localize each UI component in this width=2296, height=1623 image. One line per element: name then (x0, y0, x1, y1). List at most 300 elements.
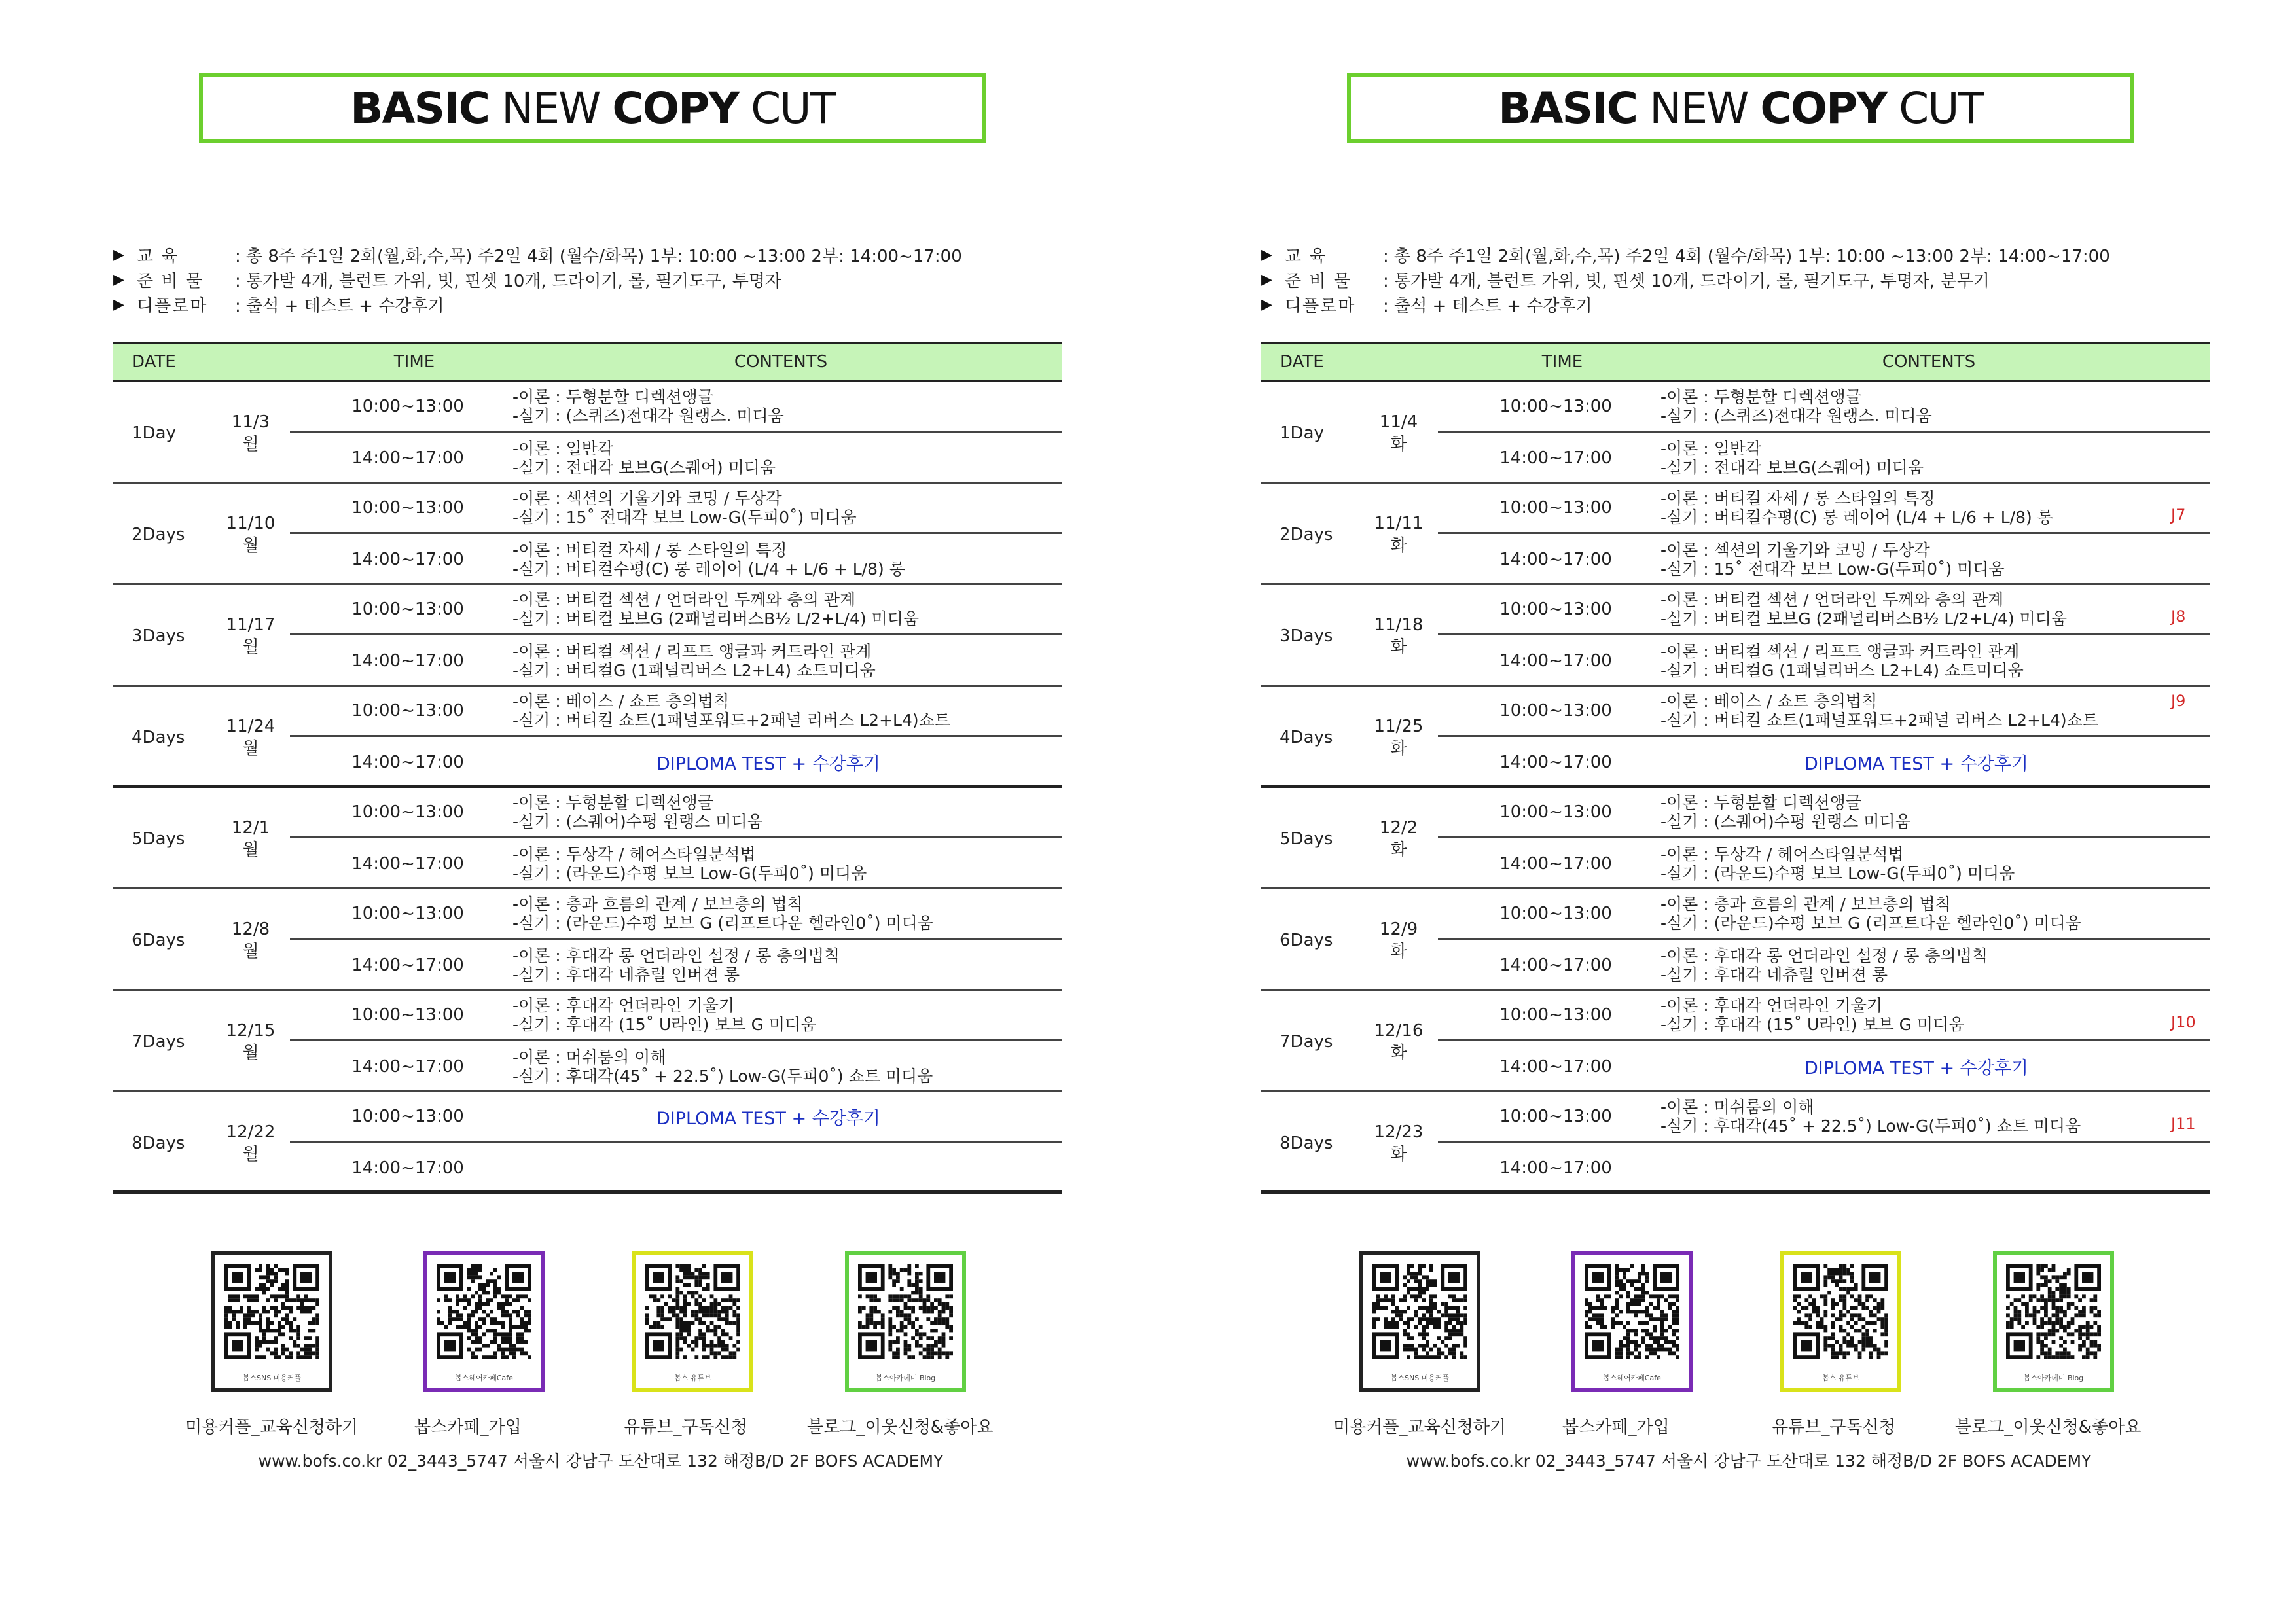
contents-line: -이론 : 베이스 / 쇼트 층의법칙 (512, 692, 730, 711)
qr-link-label[interactable]: 블로그_이웃신청&좋아요 (1955, 1418, 2142, 1437)
day-date (218, 1092, 283, 1194)
qr-caption: 봅스헤어카페Cafe (1603, 1374, 1661, 1382)
day-date (218, 991, 283, 1092)
date-value: 11/25 (1374, 716, 1424, 736)
qr-code-row (113, 1243, 1062, 1400)
title-box (199, 73, 986, 143)
slot-time: 14:00~17:00 (1499, 448, 1612, 468)
slot-time: 14:00~17:00 (1499, 1158, 1612, 1178)
qr-link-labels (1261, 1414, 2210, 1440)
class-code: J10 (2171, 1013, 2196, 1031)
date-value: 11/10 (226, 513, 276, 533)
weekday: 화 (1390, 941, 1407, 961)
contents-line: -이론 : 후대각 언더라인 기울기 (1660, 996, 1883, 1015)
info-label: 교 육 (137, 246, 179, 266)
title-word: CUT (751, 83, 835, 134)
date-value: 12/22 (226, 1122, 276, 1142)
weekday: 화 (1390, 535, 1407, 556)
slot-contents (1647, 692, 2210, 730)
slot-time: 10:00~13:00 (351, 1005, 464, 1025)
weekday: 화 (1390, 738, 1407, 758)
contents-line: -실기 : (스퀴즈)전대각 원랭스. 미디움 (1660, 406, 1932, 425)
contents-line: -실기 : 버티컬G (1패널리버스 L2+L4) 쇼트미디움 (1660, 660, 2024, 680)
slot-time: 10:00~13:00 (1499, 599, 1612, 619)
diploma-note: DIPLOMA TEST + 수강후기 (656, 754, 881, 774)
slot-contents (499, 845, 1062, 883)
bullet-arrow-icon: ▶ (113, 246, 124, 263)
contents-line: -이론 : 버티컬 섹션 / 언더라인 두께와 층의 관계 (1660, 590, 2004, 609)
day-label: 6Days (132, 930, 185, 950)
diploma-note: DIPLOMA TEST + 수강후기 (656, 1108, 881, 1129)
slot-time: 10:00~13:00 (351, 904, 464, 923)
info-value: : 총 8주 주1일 2회(월,화,수,목) 주2일 4회 (월수/화목) 1부: 10:00 ~13:00 2부: 14:00~17:00 (1383, 246, 2110, 266)
day-label: 2Days (132, 524, 185, 544)
day-label: 5Days (1280, 829, 1333, 849)
day-label: 5Days (132, 829, 185, 849)
contents-line: -이론 : 버티컬 섹션 / 언더라인 두께와 층의 관계 (512, 590, 856, 609)
course-info (113, 242, 1062, 317)
slot-contents (1647, 387, 2210, 425)
column-header: TIME (393, 352, 435, 372)
table-header (113, 342, 1062, 382)
info-value: : 통가발 4개, 블런트 가위, 빗, 핀셋 10개, 드라이기, 롤, 필기도구, 투명자 (235, 271, 782, 291)
contents-line: -이론 : 두형분할 디렉션앵글 (512, 387, 713, 406)
weekday: 월 (242, 535, 259, 556)
slot-contents (1647, 895, 2210, 933)
title-word: NEW (1649, 83, 1748, 134)
table-row (1261, 889, 2210, 991)
day-label: 8Days (132, 1133, 185, 1153)
contents-line: -이론 : 머쉬룸의 이해 (1660, 1097, 1814, 1116)
day-date (218, 889, 283, 991)
info-row (1261, 267, 2210, 292)
time-slot (290, 889, 1062, 940)
sheet-content (113, 0, 1062, 1623)
qr-caption: 봅스 유튜브 (1822, 1374, 1859, 1382)
time-slot (1438, 534, 2210, 584)
weekday: 월 (242, 1144, 259, 1164)
time-slot (1438, 1041, 2210, 1092)
contents-line: -이론 : 일반각 (1660, 438, 1762, 458)
slot-contents (1647, 439, 2210, 477)
day-label: 4Days (132, 727, 185, 747)
time-slot (1438, 889, 2210, 940)
weekday: 월 (242, 434, 259, 454)
slot-contents (1647, 996, 2210, 1034)
day-date (1366, 889, 1431, 991)
contents-line: -이론 : 두형분할 디렉션앵글 (1660, 387, 1861, 406)
slot-contents (499, 946, 1062, 984)
time-slot (290, 484, 1062, 534)
day-label: 8Days (1280, 1133, 1333, 1153)
day-date (218, 382, 283, 484)
slot-time: 14:00~17:00 (351, 752, 464, 772)
contents-line: -실기 : (스퀘어)수평 원랭스 미디움 (1660, 812, 1911, 831)
contents-line: -실기 : (스퀴즈)전대각 원랭스. 미디움 (512, 406, 784, 425)
time-slot (1438, 991, 2210, 1041)
page-title (1498, 83, 1983, 134)
contents-line: -실기 : 후대각(45˚ + 22.5˚) Low-G(두피0˚) 쇼트 미디움 (512, 1066, 933, 1086)
date-value: 11/24 (226, 716, 276, 736)
table-row (1261, 687, 2210, 788)
qr-code-icon (858, 1264, 953, 1359)
info-value: : 출석 + 테스트 + 수강후기 (1383, 296, 1592, 316)
slot-contents (499, 692, 1062, 730)
sheet-content (1261, 0, 2210, 1623)
time-slot (1438, 737, 2210, 787)
footer-contact: www.bofs.co.kr 02_3443_5747 서울시 강남구 도산대로 132 해정B/D 2F BOFS ACADEMY (1406, 1452, 2092, 1471)
day-label: 7Days (132, 1031, 185, 1052)
time-slot (290, 433, 1062, 483)
table-row (113, 687, 1062, 788)
contents-line: -이론 : 두형분할 디렉션앵글 (1660, 793, 1861, 812)
contents-line: -실기 : 후대각 네츄럴 인버젼 롱 (512, 965, 740, 984)
slot-time: 10:00~13:00 (351, 498, 464, 518)
slot-time: 10:00~13:00 (1499, 701, 1612, 721)
class-code: J9 (2171, 692, 2186, 710)
time-slot (1438, 1143, 2210, 1193)
contents-line: -이론 : 버티컬 자세 / 롱 스타일의 특징 (512, 540, 787, 560)
class-code: J8 (2171, 607, 2186, 626)
contents-line: -실기 : 버티컬 보브G (2패널리버스B½ L/2+L/4) 미디움 (512, 609, 920, 628)
info-value: : 통가발 4개, 블런트 가위, 빗, 핀셋 10개, 드라이기, 롤, 필기도구, 투명자, 분무기 (1383, 271, 1990, 291)
time-slot (290, 1041, 1062, 1092)
qr-code[interactable] (1993, 1251, 2114, 1392)
time-slot (290, 1092, 1062, 1143)
class-code: J11 (2171, 1115, 2196, 1133)
title-word: CUT (1899, 83, 1983, 134)
date-value: 11/4 (1379, 412, 1418, 432)
contents-line: -이론 : 두상각 / 헤어스타일분석법 (1660, 844, 1904, 864)
class-code: J7 (2171, 506, 2186, 524)
weekday: 월 (242, 738, 259, 758)
qr-link-label[interactable]: 유튜브_구독신청 (624, 1418, 747, 1437)
right-sheet (1148, 0, 2296, 1623)
time-slot (290, 635, 1062, 686)
bullet-arrow-icon: ▶ (1261, 246, 1272, 263)
qr-link-label[interactable]: 미용커플_교육신청하기 (185, 1418, 359, 1437)
slot-contents (1647, 642, 2210, 680)
day-date (1366, 382, 1431, 484)
qr-code[interactable] (845, 1251, 966, 1392)
slot-contents (499, 439, 1062, 477)
date-value: 12/8 (231, 919, 270, 939)
day-date (1366, 1092, 1431, 1194)
info-label: 디플로마 (137, 296, 208, 316)
slot-time: 14:00~17:00 (1499, 955, 1612, 975)
qr-code-icon (1793, 1264, 1888, 1359)
slot-time: 10:00~13:00 (1499, 498, 1612, 518)
slot-contents (1647, 845, 2210, 883)
day-date (1366, 687, 1431, 788)
qr-caption: 봅스SNS 미용커플 (242, 1374, 302, 1382)
diploma-note: DIPLOMA TEST + 수강후기 (1804, 754, 2029, 774)
weekday: 화 (1390, 840, 1407, 860)
slot-time: 14:00~17:00 (351, 955, 464, 975)
contents-line: -실기 : 15˚ 전대각 보브 Low-G(두피0˚) 미디움 (1660, 559, 2005, 579)
table-row (113, 991, 1062, 1092)
qr-code-icon (1585, 1264, 1679, 1359)
contents-line: -실기 : 후대각(45˚ + 22.5˚) Low-G(두피0˚) 쇼트 미디움 (1660, 1116, 2081, 1135)
contents-line: -이론 : 버티컬 자세 / 롱 스타일의 특징 (1660, 489, 1935, 508)
qr-link-label[interactable]: 봅스카페_가입 (414, 1418, 522, 1437)
day-date (1366, 484, 1431, 585)
contents-line: -실기 : 후대각 네츄럴 인버젼 롱 (1660, 965, 1888, 984)
slot-contents (499, 642, 1062, 680)
time-slot (1438, 635, 2210, 686)
qr-code[interactable] (423, 1251, 545, 1392)
qr-code[interactable] (1571, 1251, 1693, 1392)
table-row (1261, 484, 2210, 585)
slot-time: 10:00~13:00 (1499, 1107, 1612, 1126)
contents-line: -이론 : 머쉬룸의 이해 (512, 1047, 666, 1067)
contents-line: -실기 : (라운드)수평 보브 Low-G(두피0˚) 미디움 (512, 863, 867, 883)
time-slot (1438, 940, 2210, 990)
table-row (113, 484, 1062, 585)
info-label: 교 육 (1285, 246, 1327, 266)
weekday: 화 (1390, 637, 1407, 657)
day-label: 1Day (132, 423, 176, 443)
slot-contents (1647, 793, 2210, 831)
date-value: 11/17 (226, 615, 276, 635)
contents-line: -이론 : 섹션의 기울기와 코밍 / 두상각 (1660, 540, 1930, 560)
info-row (113, 292, 1062, 317)
table-header (1261, 342, 2210, 382)
slot-time: 14:00~17:00 (351, 549, 464, 569)
qr-link-label[interactable]: 유튜브_구독신청 (1772, 1418, 1895, 1437)
time-slot (1438, 1092, 2210, 1143)
slot-time: 14:00~17:00 (1499, 651, 1612, 671)
table-row (1261, 788, 2210, 889)
slot-time: 10:00~13:00 (351, 802, 464, 822)
contents-line: -이론 : 후대각 언더라인 기울기 (512, 996, 735, 1015)
slot-time: 14:00~17:00 (351, 651, 464, 671)
slot-time: 14:00~17:00 (351, 1158, 464, 1178)
qr-code-icon (1372, 1264, 1467, 1359)
time-slot (290, 1143, 1062, 1193)
day-date (218, 788, 283, 889)
weekday: 월 (242, 1043, 259, 1063)
slot-contents (1647, 590, 2210, 628)
time-slot (1438, 433, 2210, 483)
slot-contents (499, 793, 1062, 831)
time-slot (290, 838, 1062, 889)
table-row (1261, 1092, 2210, 1194)
day-label: 3Days (1280, 626, 1333, 646)
column-header: DATE (132, 352, 176, 372)
date-value: 12/15 (226, 1020, 276, 1041)
info-row (1261, 242, 2210, 267)
qr-code[interactable] (1780, 1251, 1901, 1392)
title-word: COPY (612, 83, 739, 134)
course-info (1261, 242, 2210, 317)
info-row (113, 267, 1062, 292)
qr-link-label[interactable]: 봅스카페_가입 (1562, 1418, 1670, 1437)
qr-code[interactable] (632, 1251, 753, 1392)
weekday: 화 (1390, 1144, 1407, 1164)
qr-code-row (1261, 1243, 2210, 1400)
day-date (1366, 991, 1431, 1092)
table-row (113, 889, 1062, 991)
time-slot (1438, 382, 2210, 433)
slot-contents (499, 996, 1062, 1034)
date-value: 12/2 (1379, 817, 1418, 838)
time-slot (1438, 838, 2210, 889)
info-row (1261, 292, 2210, 317)
day-label: 3Days (132, 626, 185, 646)
contents-line: -이론 : 층과 흐름의 관계 / 보브층의 법칙 (512, 895, 803, 914)
time-slot (290, 687, 1062, 737)
day-date (1366, 788, 1431, 889)
info-value: : 출석 + 테스트 + 수강후기 (235, 296, 444, 316)
contents-line: -실기 : (라운드)수평 보브 G (리프트다운 헬라인0˚) 미디움 (512, 914, 933, 933)
qr-caption: 봅스아카데미 Blog (875, 1374, 936, 1382)
title-word: BASIC (350, 83, 490, 134)
time-slot (290, 991, 1062, 1041)
contents-line: -이론 : 후대각 롱 언더라인 설정 / 롱 층의법칙 (512, 946, 840, 965)
slot-time: 10:00~13:00 (1499, 904, 1612, 923)
contents-line: -이론 : 두상각 / 헤어스타일분석법 (512, 844, 756, 864)
slot-time: 10:00~13:00 (351, 1107, 464, 1126)
qr-caption: 봅스헤어카페Cafe (455, 1374, 513, 1382)
contents-line: -이론 : 섹션의 기울기와 코밍 / 두상각 (512, 489, 782, 508)
date-value: 11/18 (1374, 615, 1424, 635)
diploma-note: DIPLOMA TEST + 수강후기 (1804, 1058, 2029, 1079)
slot-contents (1647, 489, 2210, 527)
contents-line: -실기 : (라운드)수평 보브 G (리프트다운 헬라인0˚) 미디움 (1660, 914, 2081, 933)
schedule-table (113, 342, 1062, 1194)
slot-contents (1647, 946, 2210, 984)
column-header: TIME (1541, 352, 1583, 372)
contents-line: -실기 : 버티컬수평(C) 롱 레이어 (L/4 + L/6 + L/8) 롱 (1660, 508, 2053, 527)
time-slot (290, 737, 1062, 787)
table-row (1261, 382, 2210, 484)
day-label: 6Days (1280, 930, 1333, 950)
slot-time: 14:00~17:00 (351, 1056, 464, 1077)
day-date (1366, 585, 1431, 687)
qr-code-icon (2006, 1264, 2101, 1359)
day-label: 7Days (1280, 1031, 1333, 1052)
slot-time: 14:00~17:00 (1499, 853, 1612, 874)
contents-line: -이론 : 베이스 / 쇼트 층의법칙 (1660, 692, 1878, 711)
day-label: 1Day (1280, 423, 1324, 443)
time-slot (1438, 788, 2210, 838)
column-header: CONTENTS (1882, 352, 1976, 372)
slot-contents (499, 541, 1062, 579)
bullet-arrow-icon: ▶ (113, 296, 124, 313)
qr-code[interactable] (211, 1251, 332, 1392)
contents-line: -이론 : 일반각 (512, 438, 614, 458)
footer-contact: www.bofs.co.kr 02_3443_5747 서울시 강남구 도산대로 132 해정B/D 2F BOFS ACADEMY (258, 1452, 944, 1471)
slot-time: 10:00~13:00 (1499, 1005, 1612, 1025)
weekday: 화 (1390, 434, 1407, 454)
time-slot (290, 585, 1062, 635)
weekday: 월 (242, 637, 259, 657)
contents-line: -실기 : 후대각 (15˚ U라인) 보브 G 미디움 (512, 1015, 817, 1034)
qr-code[interactable] (1359, 1251, 1480, 1392)
info-label: 준 비 물 (1285, 271, 1352, 291)
contents-line: -실기 : 버티컬 쇼트(1패널포워드+2패널 리버스 L2+L4)쇼트 (1660, 711, 2098, 730)
qr-code-icon (224, 1264, 319, 1359)
weekday: 월 (242, 941, 259, 961)
slot-contents (499, 1048, 1062, 1086)
slot-time: 10:00~13:00 (1499, 397, 1612, 416)
contents-line: -실기 : 버티컬G (1패널리버스 L2+L4) 쇼트미디움 (512, 660, 876, 680)
qr-link-labels (113, 1414, 1062, 1440)
column-header: CONTENTS (734, 352, 828, 372)
table-row (1261, 991, 2210, 1092)
contents-line: -이론 : 두형분할 디렉션앵글 (512, 793, 713, 812)
table-row (113, 788, 1062, 889)
contents-line: -실기 : 버티컬 보브G (2패널리버스B½ L/2+L/4) 미디움 (1660, 609, 2068, 628)
day-date (218, 687, 283, 788)
slot-contents (499, 590, 1062, 628)
qr-code-icon (645, 1264, 740, 1359)
slot-time: 10:00~13:00 (351, 599, 464, 619)
table-row (113, 1092, 1062, 1194)
day-date (218, 484, 283, 585)
qr-code-icon (437, 1264, 531, 1359)
date-value: 12/23 (1374, 1122, 1424, 1142)
date-value: 12/9 (1379, 919, 1418, 939)
slot-time: 14:00~17:00 (1499, 752, 1612, 772)
date-value: 12/1 (231, 817, 270, 838)
day-label: 2Days (1280, 524, 1333, 544)
day-label: 4Days (1280, 727, 1333, 747)
info-label: 디플로마 (1285, 296, 1356, 316)
info-value: : 총 8주 주1일 2회(월,화,수,목) 주2일 4회 (월수/화목) 1부: 10:00 ~13:00 2부: 14:00~17:00 (235, 246, 962, 266)
contents-line: -이론 : 층과 흐름의 관계 / 보브층의 법칙 (1660, 895, 1951, 914)
slot-contents (499, 387, 1062, 425)
contents-line: -이론 : 버티컬 섹션 / 리프트 앵글과 커트라인 관계 (512, 641, 872, 661)
title-word: BASIC (1498, 83, 1638, 134)
time-slot (290, 940, 1062, 990)
time-slot (290, 382, 1062, 433)
contents-line: -이론 : 버티컬 섹션 / 리프트 앵글과 커트라인 관계 (1660, 641, 2020, 661)
slot-contents (1647, 1097, 2210, 1135)
date-value: 11/3 (231, 412, 270, 432)
title-word: NEW (501, 83, 600, 134)
page-title (350, 83, 835, 134)
slot-time: 14:00~17:00 (1499, 1056, 1612, 1077)
slot-time: 10:00~13:00 (351, 397, 464, 416)
slot-contents (1647, 541, 2210, 579)
qr-caption: 봅스SNS 미용커플 (1390, 1374, 1450, 1382)
time-slot (290, 534, 1062, 584)
contents-line: -이론 : 후대각 롱 언더라인 설정 / 롱 층의법칙 (1660, 946, 1988, 965)
bullet-arrow-icon: ▶ (1261, 296, 1272, 313)
time-slot (290, 788, 1062, 838)
day-date (218, 585, 283, 687)
qr-caption: 봅스 유튜브 (674, 1374, 711, 1382)
title-box (1347, 73, 2134, 143)
qr-link-label[interactable]: 미용커플_교육신청하기 (1333, 1418, 1507, 1437)
table-row (113, 382, 1062, 484)
contents-line: -실기 : (스퀘어)수평 원랭스 미디움 (512, 812, 763, 831)
slot-time: 14:00~17:00 (1499, 549, 1612, 569)
date-value: 11/11 (1374, 513, 1424, 533)
info-label: 준 비 물 (137, 271, 204, 291)
bullet-arrow-icon: ▶ (1261, 271, 1272, 288)
time-slot (1438, 585, 2210, 635)
qr-link-label[interactable]: 블로그_이웃신청&좋아요 (807, 1418, 994, 1437)
contents-line: -실기 : 15˚ 전대각 보브 Low-G(두피0˚) 미디움 (512, 508, 857, 527)
date-value: 12/16 (1374, 1020, 1424, 1041)
slot-contents (499, 895, 1062, 933)
time-slot (1438, 484, 2210, 534)
title-word: COPY (1760, 83, 1887, 134)
weekday: 월 (242, 840, 259, 860)
